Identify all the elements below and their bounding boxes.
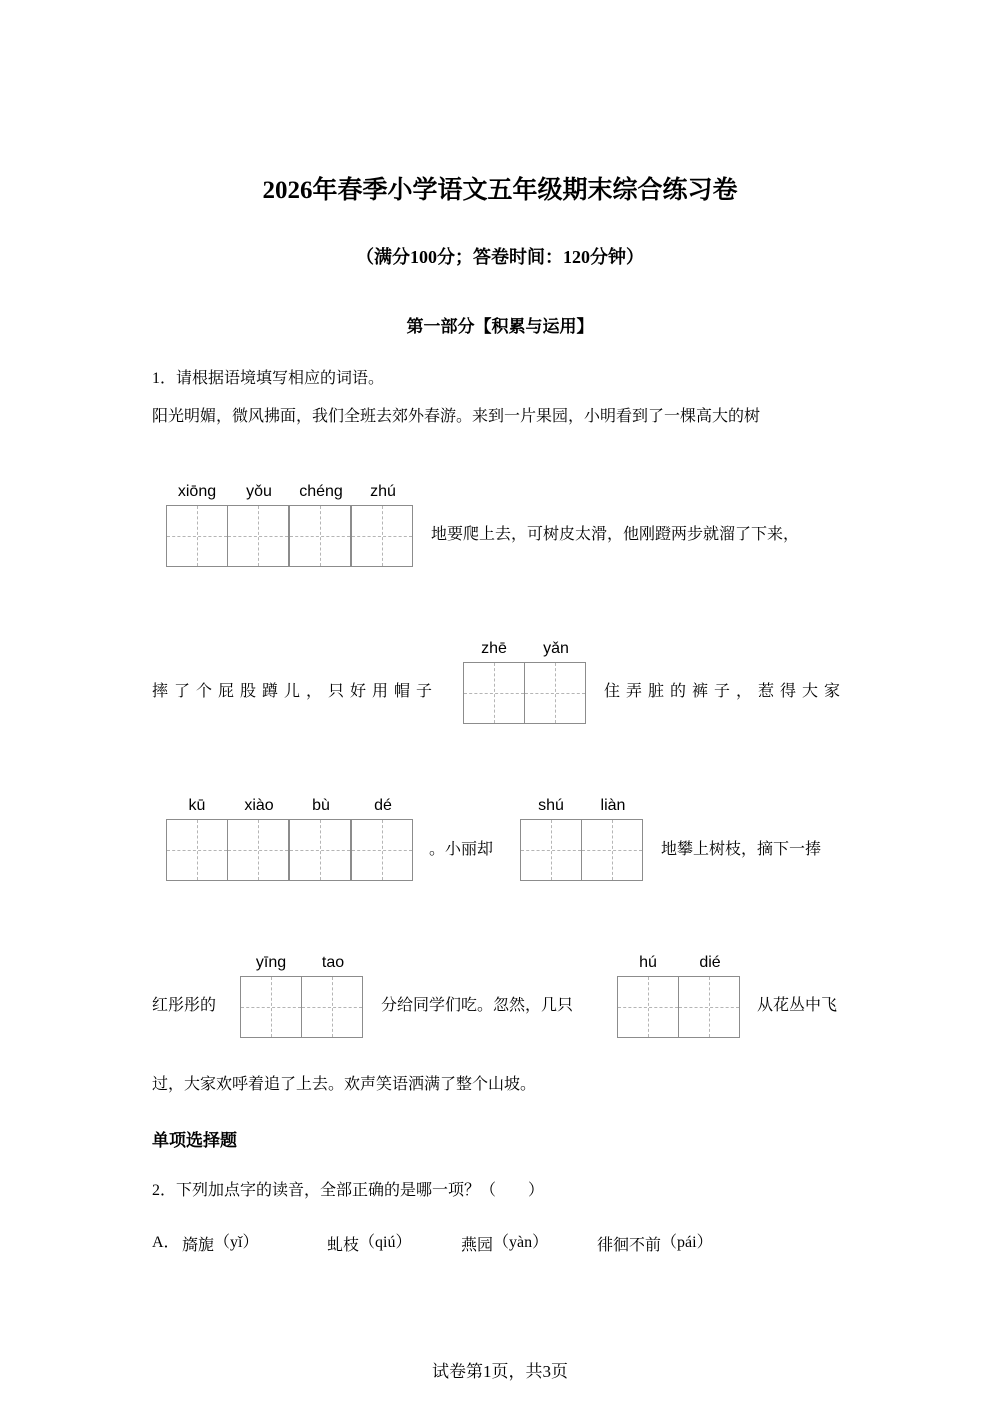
answer-grid-2[interactable]: [463, 640, 587, 724]
pinyin-label: dé: [374, 797, 392, 814]
char-cell: [582, 797, 644, 881]
char-cell: [228, 797, 290, 881]
pinyin-label: liàn: [600, 797, 626, 814]
question-1-text-10: 过，大家欢呼着追了上去。欢声笑语洒满了整个山坡。: [152, 1074, 537, 1093]
page-footer: 试卷第1页，共3页: [432, 1362, 568, 1381]
char-cell: [463, 640, 525, 724]
char-cell: [166, 483, 228, 567]
pinyin-label: yīng: [255, 954, 287, 971]
writing-box[interactable]: [240, 976, 302, 1038]
answer-grid-1[interactable]: [166, 483, 414, 567]
pinyin-label: shú: [538, 797, 564, 814]
question-1-text-9: 从花丛中飞: [757, 995, 838, 1014]
answer-grid-3[interactable]: [166, 797, 414, 881]
writing-box[interactable]: [227, 505, 289, 567]
question-1-text-4: 住弄脏的裤子，惹得大家: [604, 681, 847, 700]
question-2-prompt: 2．下列加点字的读音，全部正确的是哪一项？（ ）: [152, 1180, 545, 1199]
writing-box[interactable]: [289, 505, 351, 567]
pinyin-label: zhú: [370, 483, 396, 500]
writing-box[interactable]: [166, 505, 228, 567]
option-a-item-3: 燕园（yàn）: [461, 1234, 549, 1254]
writing-box[interactable]: [581, 819, 643, 881]
writing-box[interactable]: [301, 976, 363, 1038]
mc-section-heading: 单项选择题: [152, 1131, 237, 1151]
option-a-item-4: 徘徊不前（pái）: [597, 1234, 713, 1254]
writing-box[interactable]: [227, 819, 289, 881]
writing-box[interactable]: [351, 819, 413, 881]
exam-info: （满分100分；答卷时间：120分钟）: [356, 247, 644, 267]
pinyin-label: zhē: [481, 640, 507, 657]
char-cell: [352, 483, 414, 567]
pinyin-label: yǎn: [543, 640, 569, 657]
pinyin-label: hú: [639, 954, 657, 971]
pinyin-label: chéng: [299, 483, 343, 500]
question-1-prompt: 1．请根据语境填写相应的词语。: [152, 368, 385, 387]
char-cell: [525, 640, 587, 724]
char-cell: [302, 954, 364, 1038]
writing-box[interactable]: [289, 819, 351, 881]
char-cell: [352, 797, 414, 881]
option-a-item-1: 旖旎（yǐ）: [182, 1234, 259, 1254]
writing-box[interactable]: [617, 976, 679, 1038]
char-cell: [520, 797, 582, 881]
question-1-text-6: 地攀上树枝，摘下一捧: [661, 839, 822, 858]
writing-box[interactable]: [351, 505, 413, 567]
option-a-item-2: 虬枝（qiú）: [327, 1234, 412, 1254]
pinyin-label: yǒu: [246, 483, 272, 500]
writing-box[interactable]: [524, 662, 586, 724]
writing-box[interactable]: [678, 976, 740, 1038]
char-cell: [679, 954, 741, 1038]
question-1-text-5: 。小丽却: [429, 839, 494, 858]
question-1-text-7: 红彤彤的: [152, 995, 217, 1014]
question-1-text-2: 地要爬上去，可树皮太滑，他刚蹬两步就溜了下来，: [431, 524, 800, 543]
char-cell: [617, 954, 679, 1038]
writing-box[interactable]: [463, 662, 525, 724]
answer-grid-6[interactable]: [617, 954, 741, 1038]
pinyin-label: tao: [321, 954, 345, 971]
char-cell: [290, 483, 352, 567]
writing-box[interactable]: [166, 819, 228, 881]
char-cell: [228, 483, 290, 567]
char-cell: [290, 797, 352, 881]
pinyin-label: xiōng: [177, 483, 217, 500]
answer-grid-4[interactable]: [520, 797, 644, 881]
question-1-text-3: 摔了个屁股蹲儿，只好用帽子: [152, 681, 439, 700]
section-heading: 第一部分【积累与运用】: [406, 317, 594, 337]
question-1-text-8: 分给同学们吃。忽然，几只: [381, 995, 574, 1014]
pinyin-label: bù: [312, 797, 330, 814]
char-cell: [166, 797, 228, 881]
page-title: 2026年春季小学语文五年级期末综合练习卷: [262, 177, 738, 204]
pinyin-label: kū: [188, 797, 206, 814]
pinyin-label: xiào: [244, 797, 274, 814]
option-a-label[interactable]: A．: [152, 1234, 180, 1251]
pinyin-label: dié: [699, 954, 721, 971]
answer-grid-5[interactable]: [240, 954, 364, 1038]
writing-box[interactable]: [520, 819, 582, 881]
char-cell: [240, 954, 302, 1038]
question-1-line-1: 阳光明媚，微风拂面，我们全班去郊外春游。来到一片果园，小明看到了一棵高大的树: [152, 406, 761, 425]
